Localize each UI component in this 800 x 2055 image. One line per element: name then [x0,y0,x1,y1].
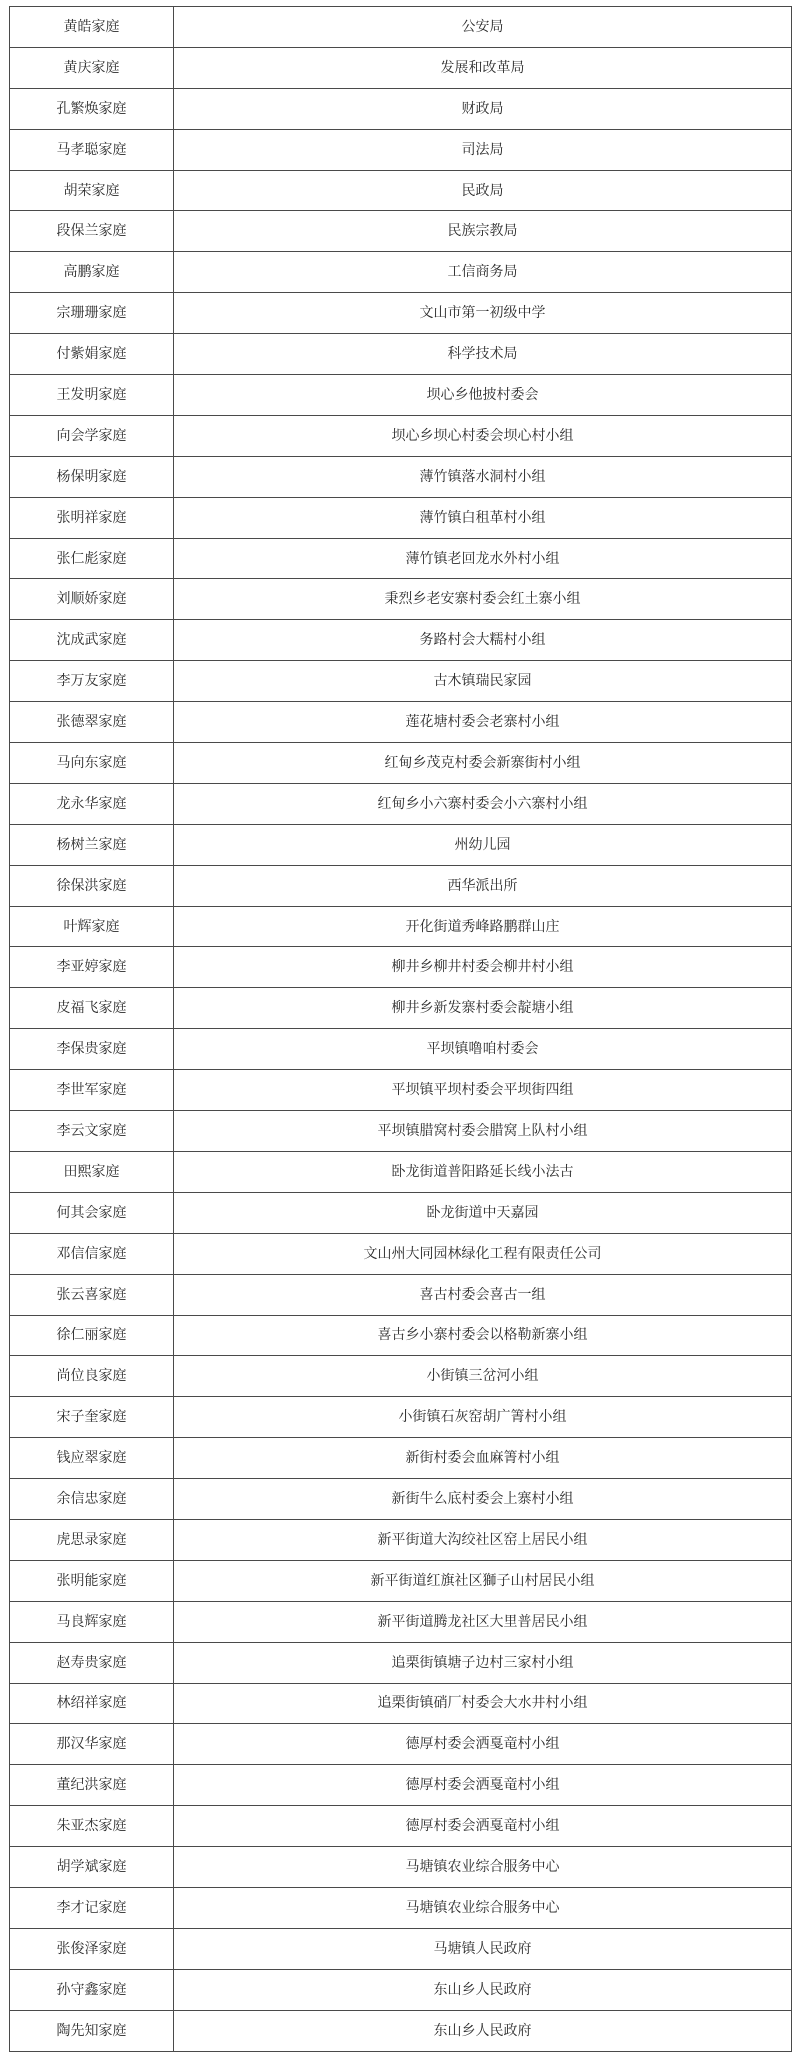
table-row [10,1765,792,1806]
family-name-cell: 李亚婷家庭 [10,947,174,988]
family-name-cell: 李才记家庭 [10,1887,174,1928]
family-name-cell: 钱应翠家庭 [10,1438,174,1479]
table-row [10,988,792,1029]
family-name-cell: 李云文家庭 [10,1111,174,1152]
unit-cell: 柳井乡柳井村委会柳井村小组 [174,947,792,988]
unit-cell: 德厚村委会洒戛竜村小组 [174,1806,792,1847]
family-name-cell: 胡荣家庭 [10,170,174,211]
unit-cell: 薄竹镇白租革村小组 [174,497,792,538]
unit-cell: 小街镇石灰窑胡广箐村小组 [174,1397,792,1438]
unit-cell: 德厚村委会洒戛竜村小组 [174,1724,792,1765]
unit-cell: 西华派出所 [174,865,792,906]
table-row [10,415,792,456]
family-name-cell: 向会学家庭 [10,415,174,456]
family-name-cell: 徐保洪家庭 [10,865,174,906]
table-row [10,7,792,48]
unit-cell: 东山乡人民政府 [174,1969,792,2010]
unit-cell: 追栗街镇硝厂村委会大水井村小组 [174,1683,792,1724]
table-row [10,1315,792,1356]
table-row [10,743,792,784]
unit-cell: 新街牛么底村委会上寨村小组 [174,1479,792,1520]
unit-cell: 新街村委会血麻箐村小组 [174,1438,792,1479]
table-row [10,1192,792,1233]
table-row [10,47,792,88]
unit-cell: 马塘镇农业综合服务中心 [174,1847,792,1888]
table-row [10,497,792,538]
table-row [10,293,792,334]
family-name-cell: 马向东家庭 [10,743,174,784]
unit-cell: 东山乡人民政府 [174,2010,792,2051]
table-row [10,211,792,252]
family-name-cell: 胡学斌家庭 [10,1847,174,1888]
unit-cell: 工信商务局 [174,252,792,293]
table-row [10,334,792,375]
table-row [10,1601,792,1642]
unit-cell: 喜古乡小寨村委会以格勒新寨小组 [174,1315,792,1356]
family-name-cell: 朱亚杰家庭 [10,1806,174,1847]
family-name-cell: 张明祥家庭 [10,497,174,538]
unit-cell: 开化街道秀峰路鹏群山庄 [174,906,792,947]
unit-cell: 喜古村委会喜古一组 [174,1274,792,1315]
unit-cell: 柳井乡新发寨村委会靛塘小组 [174,988,792,1029]
table-row [10,1928,792,1969]
table-row [10,1479,792,1520]
table-row [10,579,792,620]
family-name-cell: 张德翠家庭 [10,702,174,743]
unit-cell: 务路村会大糯村小组 [174,620,792,661]
unit-cell: 卧龙街道中天嘉园 [174,1192,792,1233]
family-name-cell: 马良辉家庭 [10,1601,174,1642]
unit-cell: 司法局 [174,129,792,170]
family-name-cell: 龙永华家庭 [10,783,174,824]
family-name-cell: 虎思录家庭 [10,1519,174,1560]
family-name-cell: 赵寿贵家庭 [10,1642,174,1683]
table-row [10,170,792,211]
table-row [10,1029,792,1070]
table-row [10,1969,792,2010]
family-name-cell: 李世军家庭 [10,1070,174,1111]
table-row [10,1642,792,1683]
family-name-cell: 高鹏家庭 [10,252,174,293]
table-row [10,1356,792,1397]
family-name-cell: 黄庆家庭 [10,47,174,88]
unit-cell: 古木镇瑞民家园 [174,661,792,702]
table-row [10,456,792,497]
family-name-cell: 叶辉家庭 [10,906,174,947]
family-name-cell: 李保贵家庭 [10,1029,174,1070]
table-row [10,1233,792,1274]
table-row [10,1806,792,1847]
table-row [10,252,792,293]
unit-cell: 文山州大同园林绿化工程有限责任公司 [174,1233,792,1274]
family-name-cell: 林绍祥家庭 [10,1683,174,1724]
table-row [10,1111,792,1152]
unit-cell: 莲花塘村委会老寨村小组 [174,702,792,743]
unit-cell: 红甸乡茂克村委会新寨街村小组 [174,743,792,784]
table-row [10,1070,792,1111]
family-name-cell: 付紫娟家庭 [10,334,174,375]
unit-cell: 发展和改革局 [174,47,792,88]
family-name-cell: 皮福飞家庭 [10,988,174,1029]
table-row [10,1560,792,1601]
table-row [10,1151,792,1192]
unit-cell: 文山市第一初级中学 [174,293,792,334]
table-row [10,1438,792,1479]
family-name-cell: 马孝聪家庭 [10,129,174,170]
unit-cell: 小街镇三岔河小组 [174,1356,792,1397]
table-row [10,1274,792,1315]
table-row [10,906,792,947]
unit-cell: 坝心乡坝心村委会坝心村小组 [174,415,792,456]
unit-cell: 州幼儿园 [174,824,792,865]
family-name-cell: 陶先知家庭 [10,2010,174,2051]
family-name-cell: 孙守鑫家庭 [10,1969,174,2010]
unit-cell: 新平街道红旗社区獅子山村居民小组 [174,1560,792,1601]
table-row [10,865,792,906]
table-row [10,620,792,661]
unit-cell: 红甸乡小六寨村委会小六寨村小组 [174,783,792,824]
table-row [10,702,792,743]
table-row [10,538,792,579]
unit-cell: 薄竹镇老回龙水外村小组 [174,538,792,579]
table-row [10,824,792,865]
table-row [10,783,792,824]
family-name-cell: 杨保明家庭 [10,456,174,497]
family-name-cell: 张仁彪家庭 [10,538,174,579]
family-name-cell: 张云喜家庭 [10,1274,174,1315]
family-name-cell: 宋子奎家庭 [10,1397,174,1438]
unit-cell: 新平街道大沟绞社区窑上居民小组 [174,1519,792,1560]
family-name-cell: 段保兰家庭 [10,211,174,252]
family-name-cell: 董纪洪家庭 [10,1765,174,1806]
table-row [10,129,792,170]
table-row [10,1724,792,1765]
unit-cell: 马塘镇农业综合服务中心 [174,1887,792,1928]
table-row [10,661,792,702]
family-name-cell: 宗珊珊家庭 [10,293,174,334]
unit-cell: 民政局 [174,170,792,211]
unit-cell: 追栗街镇塘子边村三家村小组 [174,1642,792,1683]
unit-cell: 马塘镇人民政府 [174,1928,792,1969]
unit-cell: 平坝镇平坝村委会平坝街四组 [174,1070,792,1111]
family-name-cell: 杨树兰家庭 [10,824,174,865]
table-row [10,1397,792,1438]
unit-cell: 平坝镇腊窝村委会腊窝上队村小组 [174,1111,792,1152]
table-row [10,1887,792,1928]
family-name-cell: 刘顺娇家庭 [10,579,174,620]
family-name-cell: 尚位良家庭 [10,1356,174,1397]
family-name-cell: 张明能家庭 [10,1560,174,1601]
family-name-cell: 余信忠家庭 [10,1479,174,1520]
unit-cell: 德厚村委会洒戛竜村小组 [174,1765,792,1806]
table-row [10,1847,792,1888]
family-name-cell: 沈成武家庭 [10,620,174,661]
unit-cell: 新平街道腾龙社区大里普居民小组 [174,1601,792,1642]
family-name-cell: 田熙家庭 [10,1151,174,1192]
table-row [10,2010,792,2051]
table-row [10,375,792,416]
roster-body [10,7,792,2052]
family-name-cell: 黄皓家庭 [10,7,174,48]
table-row [10,947,792,988]
family-name-cell: 李万友家庭 [10,661,174,702]
family-name-cell: 邓信信家庭 [10,1233,174,1274]
family-name-cell: 那汉华家庭 [10,1724,174,1765]
table-row [10,1683,792,1724]
family-name-cell: 孔繁焕家庭 [10,88,174,129]
family-name-cell: 徐仁丽家庭 [10,1315,174,1356]
unit-cell: 科学技术局 [174,334,792,375]
family-name-cell: 何其会家庭 [10,1192,174,1233]
unit-cell: 坝心乡他披村委会 [174,375,792,416]
table-row [10,1519,792,1560]
unit-cell: 秉烈乡老安寨村委会红土寨小组 [174,579,792,620]
unit-cell: 公安局 [174,7,792,48]
table-row [10,88,792,129]
unit-cell: 平坝镇噜咱村委会 [174,1029,792,1070]
family-name-cell: 王发明家庭 [10,375,174,416]
unit-cell: 财政局 [174,88,792,129]
unit-cell: 民族宗教局 [174,211,792,252]
family-name-cell: 张俊泽家庭 [10,1928,174,1969]
unit-cell: 卧龙街道普阳路延长线小法古 [174,1151,792,1192]
unit-cell: 薄竹镇落水洞村小组 [174,456,792,497]
family-roster-table [9,6,792,2052]
